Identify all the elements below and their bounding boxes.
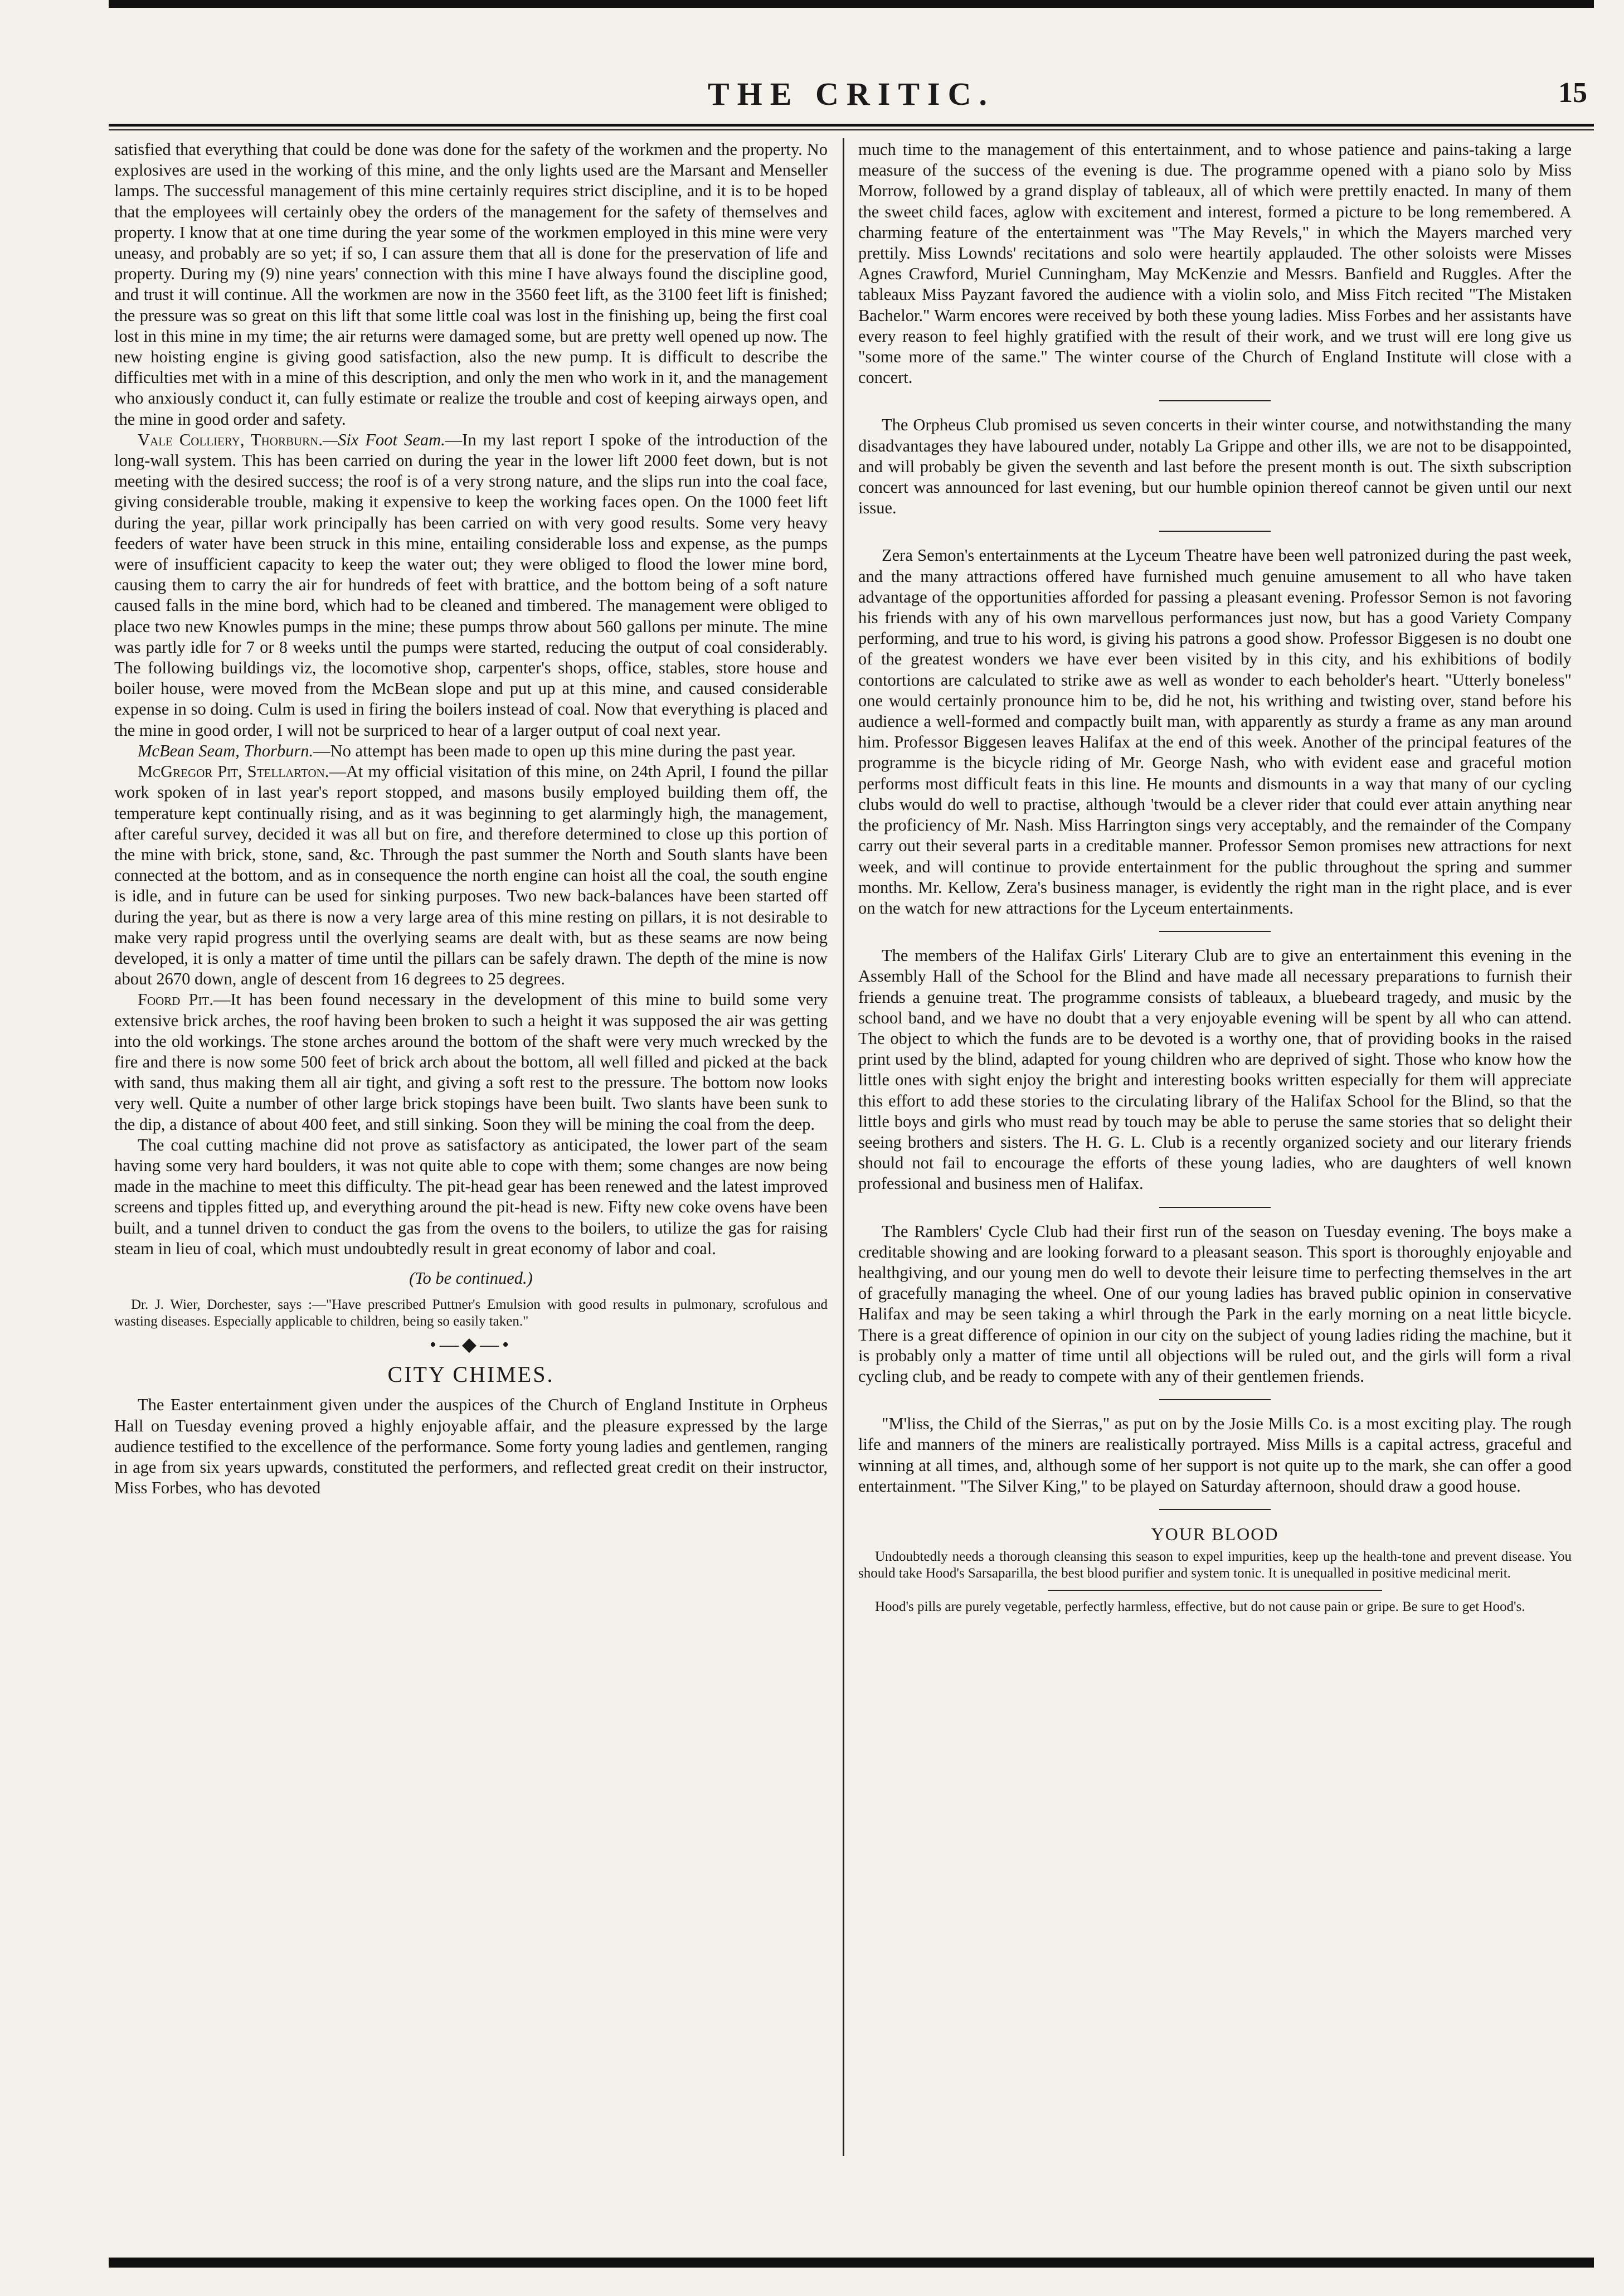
vale-colliery-text: —In my last report I spoke of the introduction of the long-wall system. This has been carried on during the year in the lower lift 2000 feet down, but is not meeting with the desired success; the roof is of a very strong nature, and the slips run into the coal face, giving considerable trouble, making it expensive to keep the working faces open. On the 1000 feet lift during the year, pillar work principally has been carried on with very good results. Some very heavy feeders of water have been struck in this mine, entailing considerable loss and expense, as the pumps were of insufficient capacity to keep the water out; they were obliged to flood the lower mine bord, causing them to carry the air for hundreds of feet with brattice, and the bottom being of a soft nature caused falls in the mine bord, which had to be cleaned and timbered. The management were obliged to place two new Knowles pumps in the mine; these pumps throw about 560 gallons per minute. The mine was partly idle for 7 or 8 weeks until the pumps were started, reducing the output of coal considerably. The following buildings viz, the locomotive shop, carpenter's shops, office, stables, store house and boiler house, were moved from the McBean slope and put up at this mine, and caused considerable expense in so doing. Culm is used in firing the boilers instead of coal. Now that everything is placed and the mine in good order, I will not be surpriced to hear of a larger output of coal next year. bbox=[114, 430, 828, 740]
page-top-rule bbox=[109, 0, 1594, 8]
column-divider bbox=[843, 138, 844, 2156]
header-rule-thin bbox=[109, 129, 1594, 130]
mliss-play-paragraph: "M'liss, the Child of the Sierras," as put on by the Josie Mills Co. is a most exciting play. The rough life and manners of the miners are realistically portrayed. Miss Mills is a capital actress, graceful and winning at all times, and, although some of her support is not quite up to the mark, she can offer a good entertainment. "The Silver King," to be played on Saturday afternoon, should draw a good house. bbox=[858, 1414, 1572, 1496]
header-rule bbox=[109, 124, 1594, 127]
publication-title: THE CRITIC. bbox=[708, 76, 995, 112]
separator-rule bbox=[1159, 1399, 1271, 1400]
right-column bbox=[858, 139, 1572, 2124]
vale-colliery-paragraph bbox=[114, 430, 828, 741]
orpheus-club-paragraph: The Orpheus Club promised us seven concerts in their winter course, and notwithstanding the many disadvantages they have laboured under, notably La Grippe and other ills, we are not to be disappointed, and will probably be given the seventh and last before the present month is out. The sixth subscription concert was announced for last evening, but our humble opinion thereof cannot be given until our next issue. bbox=[858, 415, 1572, 518]
masthead bbox=[109, 64, 1594, 114]
separator-rule bbox=[1159, 1509, 1271, 1510]
city-chimes-heading: CITY CHIMES. bbox=[387, 1361, 555, 1387]
six-foot-seam-lead: —Six Foot Seam. bbox=[322, 430, 445, 449]
page-bottom-rule bbox=[109, 2258, 1594, 2268]
vale-colliery-lead: Vale Colliery, Thorburn. bbox=[138, 430, 323, 449]
mine-safety-paragraph: satisfied that everything that could be done was done for the safety of the workmen and the property. No explosives are used in the working of this mine, and the only lights used are the Marsant and Menseller lamps. The successful management of this mine certainly requires strict discipline, and it is to be hoped that the employees will certainly obey the orders of the management for the safety of themselves and property. I know that at one time during the year some of the workmen employed in this mine were very uneasy, and probably are so yet; if so, I can assure them that all is done for the preservation of life and property. During my (9) nine years' connection with this mine I have always found the discipline good, and trust it will continue. All the workmen are now in the 3560 feet lift, as the 3100 feet lift is finished; the pressure was so great on this lift that some little coal was lost in the finishing up, being the first coal lost in this mine in my time; the air returns were damaged some, but are pretty well opened up now. The new hoisting engine is giving good satisfaction, also the new pump. It is difficult to describe the difficulties met with in a mine of this description, and only the men who work in it, and the management who anxiously conduct it, can fully estimate or realize the trouble and cost of keeping airways open, and the mine in good order and safety. bbox=[114, 140, 828, 429]
separator-rule bbox=[1159, 531, 1271, 532]
to-be-continued: (To be continued.) bbox=[409, 1268, 533, 1288]
mcgregor-text: —At my official visitation of this mine, on 24th April, I found the pillar work spoken of in last year's report stopped, and masons busily employed building them off, the temperature kept continually rising, and as it was beginning to get alarmingly high, the management, after careful survey, decided it was all but on fire, and therefore determined to close up this portion of the mine with brick, stone, sand, &c. Through the past summer the North and South slants have been connected at the bottom, and as in consequence the north engine can hoist all the coal, the south engine is idle, and in future can be used for sinking purposes. Two new back-balances have been started off during the year, but as there is now a very large area of this mine resting on pillars, it is not desirable to make very rapid progress until the overlying seams are dealt with, but as these seams are now being developed, it is only a matter of time until the pillars can be safely drawn. The depth of the mine is now about 2670 down, angle of descent from 16 degrees to 25 degrees. bbox=[114, 762, 828, 989]
lyceum-theatre-paragraph: Zera Semon's entertainments at the Lyceum Theatre have been well patronized during the past week, and the many attractions offered have furnished much genuine amusement to all who have taken advantage of the opportunities afforded for passing a pleasant evening. Professor Semon is not favoring his friends with any of his own marvellous performances just now, but has a good Variety Company performing, and true to his word, is giving his patrons a good show. Professor Biggesen is no doubt one of the greatest wonders we have ever been visited by in this city, and his exhibitions of bodily contortions are calculated to strike awe as well as wonder to each beholder's heart. "Utterly boneless" one would certainly pronounce him to be, did he not, his writhing and twisting over, stand before his audience a well-formed and compactly built man, with apparently as sturdy a frame as any man around him. Professor Biggesen leaves Halifax at the end of this week. Another of the principal features of the programme is the bicycle riding of Mr. George Nash, who with evident ease and graceful motion performs most difficult feats in this line. He mounts and dismounts in a way that many of our cycling clubs would do well to practise, although 'twould be a clever rider that could ever attain anything near the proficiency of Mr. Nash. Miss Harrington sings very acceptably, and the remainder of the Company carry out their several parts in a creditable manner. Professor Semon promises new attractions for next week, and will continue to provide entertainment for the public throughout the spring and summer months. Mr. Kellow, Zera's business manager, is evidently the right man in the right place, and is ever on the watch for new attractions for the Lyceum entertainments. bbox=[858, 546, 1572, 918]
ramblers-cycle-club-paragraph: The Ramblers' Cycle Club had their first run of the season on Tuesday evening. The boys make a creditable showing and are looking forward to a pleasant season. This sport is thoroughly enjoyable and healthgiving, and our young men do well to devote their leisure time to perfecting themselves in the art of gracefully managing the wheel. One of our young ladies has braved public opinion in conservative Halifax and may be seen taking a whirl through the Park in the early morning on a neat little bicycle. There is a great difference of opinion in our city on the subject of young ladies riding the machine, but it is probably only a matter of time until all objections will be ruled out, and the girls will form a rival cycling club, and be ready to compete with any of their gentlemen friends. bbox=[858, 1221, 1572, 1386]
section-ornament: •—◆—• bbox=[430, 1334, 512, 1356]
emulsion-advert: Dr. J. Wier, Dorchester, says :—"Have prescribed Puttner's Emulsion with good results in pulmonary, scrofulous and wasting diseases. Especially applicable to children, being so easily taken." bbox=[114, 1297, 828, 1329]
separator-rule bbox=[1159, 931, 1271, 932]
girls-literary-club-paragraph: The members of the Halifax Girls' Literary Club are to give an entertainment this evening in the Assembly Hall of the School for the Blind and have made all necessary preparations to furnish their friends a genuine treat. The programme consists of tableaux, a bluebeard tragedy, and music by the school band, and we have no doubt that a very enjoyable evening will be spent by all who can attend. The object to which the funds are to be devoted is a worthy one, that of providing books in the raised print used by the blind, adapted for young children who are deprived of sight. Those who know how the little ones with sight enjoy the bright and interesting books written especially for them will appreciate this effort to add these stories to the circulating library of the Halifax School for the Blind, so that the little boys and girls who must read by touch may be able to peruse the same stories that so delight their seeing brothers and sisters. The H. G. L. Club is a recently organized society and our literary friends should not fail to encourage the efforts of these young ladies, who are daughters of well known professional and business men of Halifax. bbox=[858, 946, 1572, 1193]
easter-entertainment-paragraph: The Easter entertainment given under the auspices of the Church of England Institute in Orpheus Hall on Tuesday evening proved a highly enjoyable affair, and the pleasure expressed by the large audience testified to the excellence of the performance. Some forty young ladies and gentlemen, ranging in age from six years upwards, constituted the performers, and reflected great credit on their instructor, Miss Forbes, who has devoted bbox=[114, 1395, 828, 1498]
advert-separator bbox=[1048, 1590, 1382, 1591]
mcgregor-lead: McGregor Pit, Stellarton. bbox=[138, 762, 329, 781]
mcbean-lead: McBean Seam, Thorburn. bbox=[138, 741, 314, 760]
foord-paragraph bbox=[114, 989, 828, 1134]
hoods-pills-advert: Hood's pills are purely vegetable, perfectly harmless, effective, but do not cause pain or gripe. Be sure to get Hood's. bbox=[875, 1599, 1525, 1615]
page-number: 15 bbox=[1558, 77, 1587, 109]
mcbean-paragraph bbox=[114, 741, 828, 761]
left-column bbox=[114, 139, 828, 2124]
separator-rule bbox=[1159, 1207, 1271, 1208]
separator-rule bbox=[1159, 400, 1271, 401]
coal-cutting-paragraph: The coal cutting machine did not prove as satisfactory as anticipated, the lower part of the seam having some very hard boulders, it was not quite able to cope with them; some changes are now being made in the machine to meet this difficulty. The pit-head gear has been renewed and the latest improved screens and tipples fitted up, and everything around the pit-head is new. Fifty new coke ovens have been built, and a tunnel driven to conduct the gas from the ovens to the boilers, to utilize the gas for raising steam in lieu of coal, which must undoubtedly result in great economy of labor and coal. bbox=[114, 1135, 828, 1258]
your-blood-heading: YOUR BLOOD bbox=[1151, 1523, 1279, 1544]
mcgregor-paragraph bbox=[114, 761, 828, 989]
foord-text: —It has been found necessary in the development of this mine to build some very extensive brick arches, the roof having been broken to such a height it was supposed the air was getting into the old workings. The stone arches around the bottom of the shaft were very much wrecked by the fire and there is now some 500 feet of brick arch about the bottom, all well filled and picked at the back with sand, thus making them all air tight, and giving a soft rest to the pressure. The bottom now looks very well. Quite a number of other large brick stopings have been built. Two slants have been sunk to the dip, a distance of about 400 feet, and still sinking. Soon they will be mining the coal from the deep. bbox=[114, 990, 828, 1134]
entertainment-continued-paragraph: much time to the management of this entertainment, and to whose patience and pains-taking a large measure of the success of the evening is due. The programme opened with a piano solo by Miss Morrow, followed by a grand display of tableaux, all of which were prettily enacted. In many of them the sweet child faces, aglow with excitement and interest, formed a picture to be long remembered. A charming feature of the entertainment was "The May Revels," in which the Mayers marched very prettily. Miss Lownds' recitations and solo were heartily applauded. The other soloists were Misses Agnes Crawford, Muriel Cunningham, May McKenzie and Messrs. Banfield and Ruggles. After the tableaux Miss Payzant favored the audience with a violin solo, and Miss Fitch recited "The Mistaken Bachelor." Warm encores were received by both these young ladies. Miss Forbes and her assistants have every reason to feel highly gratified with the result of their work, and we trust will ere long give us "some more of the same." The winter course of the Church of England Institute will close with a concert. bbox=[858, 140, 1572, 387]
sarsaparilla-advert: Undoubtedly needs a thorough cleansing this season to expel impurities, keep up the health-tone and prevent disease. You should take Hood's Sarsaparilla, the best blood purifier and system tonic. It is unequalled in positive medicinal merit. bbox=[858, 1549, 1572, 1581]
foord-lead: Foord Pit. bbox=[138, 990, 213, 1009]
mcbean-text: —No attempt has been made to open up this mine during the past year. bbox=[313, 741, 796, 760]
